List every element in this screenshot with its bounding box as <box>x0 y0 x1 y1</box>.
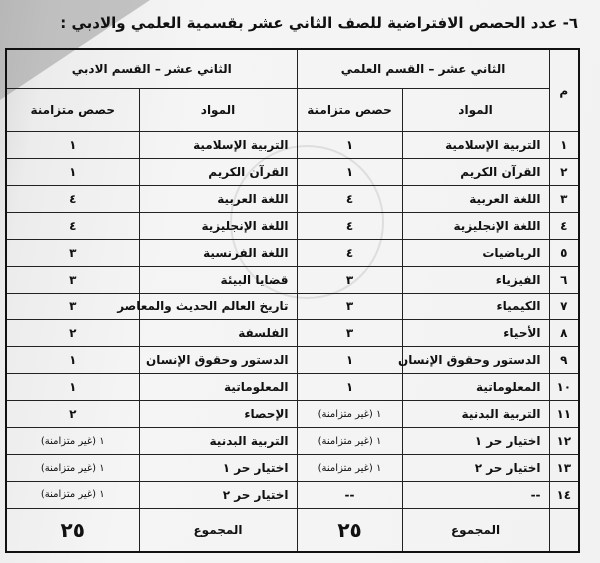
header-science-section: الثاني عشر – القسم العلمي <box>297 49 549 89</box>
science-periods: ٤ <box>297 239 402 266</box>
table-row <box>6 320 579 347</box>
literary-periods: ١ <box>6 374 139 401</box>
literary-periods: ١ (غير متزامنة) <box>6 481 139 508</box>
table-row <box>6 132 579 159</box>
row-number: ١٢ <box>549 428 579 455</box>
row-number: ٢ <box>549 158 579 185</box>
science-subject: اللغة الإنجليزية <box>402 212 549 239</box>
literary-subject: التربية الإسلامية <box>139 132 297 159</box>
science-subject: الأحياء <box>402 320 549 347</box>
literary-subject: اللغة الإنجليزية <box>139 212 297 239</box>
science-subject: اللغة العربية <box>402 185 549 212</box>
science-periods: ١ <box>297 374 402 401</box>
science-periods: ١ (غير متزامنة) <box>297 428 402 455</box>
literary-periods: ٢ <box>6 401 139 428</box>
row-number: ٥ <box>549 239 579 266</box>
literary-subject: اللغة العربية <box>139 185 297 212</box>
literary-subject: التربية البدنية <box>139 428 297 455</box>
periods-table <box>5 48 580 553</box>
row-number: ٩ <box>549 347 579 374</box>
table-row <box>6 212 579 239</box>
science-subject: المعلوماتية <box>402 374 549 401</box>
table-row <box>6 266 579 293</box>
table-row <box>6 455 579 482</box>
literary-periods: ٣ <box>6 266 139 293</box>
totals-literary-value: ٢٥ <box>6 509 139 553</box>
science-subject: اختيار حر ٢ <box>402 455 549 482</box>
literary-periods: ٤ <box>6 185 139 212</box>
science-subject: التربية الإسلامية <box>402 132 549 159</box>
section-heading: ٦- عدد الحصص الافتراضية للصف الثاني عشر بقسمية العلمي والادبي : <box>60 14 578 32</box>
science-subject: -- <box>402 481 549 508</box>
science-periods: ٣ <box>297 293 402 320</box>
totals-literary-label: المجموع <box>139 509 297 553</box>
row-number: ٨ <box>549 320 579 347</box>
literary-subject: الفلسفة <box>139 320 297 347</box>
header-literary-periods: حصص متزامنة <box>6 89 139 132</box>
row-number: ٧ <box>549 293 579 320</box>
literary-subject: المعلوماتية <box>139 374 297 401</box>
literary-subject: الإحصاء <box>139 401 297 428</box>
literary-subject: قضايا البيئة <box>139 266 297 293</box>
totals-row <box>6 509 579 553</box>
header-literary-subjects: المواد <box>139 89 297 132</box>
science-subject: اختيار حر ١ <box>402 428 549 455</box>
literary-periods: ٣ <box>6 293 139 320</box>
literary-periods: ٢ <box>6 320 139 347</box>
table-row <box>6 374 579 401</box>
science-subject: الرياضيات <box>402 239 549 266</box>
table-row <box>6 239 579 266</box>
science-subject: التربية البدنية <box>402 401 549 428</box>
science-periods: ٣ <box>297 320 402 347</box>
literary-subject: تاريخ العالم الحديث والمعاصر <box>139 293 297 320</box>
row-number: ٦ <box>549 266 579 293</box>
row-number: ١٣ <box>549 455 579 482</box>
row-number: ١ <box>549 132 579 159</box>
row-number: ٤ <box>549 212 579 239</box>
science-periods: ١ <box>297 132 402 159</box>
totals-science-value: ٢٥ <box>297 509 402 553</box>
literary-periods: ١ (غير متزامنة) <box>6 455 139 482</box>
literary-periods: ٤ <box>6 212 139 239</box>
totals-num-cell <box>549 509 579 553</box>
literary-periods: ١ <box>6 158 139 185</box>
literary-periods: ١ <box>6 132 139 159</box>
header-num: م <box>549 49 579 132</box>
table-row <box>6 158 579 185</box>
literary-subject: اختيار حر ١ <box>139 455 297 482</box>
literary-subject: القرآن الكريم <box>139 158 297 185</box>
literary-subject: اللغة الفرنسية <box>139 239 297 266</box>
row-number: ١٠ <box>549 374 579 401</box>
table-body <box>6 132 579 509</box>
literary-periods: ١ (غير متزامنة) <box>6 428 139 455</box>
literary-subject: الدستور وحقوق الإنسان <box>139 347 297 374</box>
science-subject: الكيمياء <box>402 293 549 320</box>
science-periods: -- <box>297 481 402 508</box>
literary-periods: ١ <box>6 347 139 374</box>
literary-periods: ٣ <box>6 239 139 266</box>
totals-science-label: المجموع <box>402 509 549 553</box>
science-periods: ١ <box>297 347 402 374</box>
science-subject: الفيزياء <box>402 266 549 293</box>
table-row <box>6 481 579 508</box>
science-periods: ١ <box>297 158 402 185</box>
header-science-periods: حصص متزامنة <box>297 89 402 132</box>
header-literary-section: الثاني عشر – القسم الادبي <box>6 49 297 89</box>
science-periods: ٣ <box>297 266 402 293</box>
literary-subject: اختيار حر ٢ <box>139 481 297 508</box>
row-number: ١٤ <box>549 481 579 508</box>
row-number: ٣ <box>549 185 579 212</box>
table-row <box>6 293 579 320</box>
science-periods: ١ (غير متزامنة) <box>297 401 402 428</box>
table-row <box>6 401 579 428</box>
science-periods: ٤ <box>297 185 402 212</box>
science-periods: ٤ <box>297 212 402 239</box>
science-subject: الدستور وحقوق الإنسان <box>402 347 549 374</box>
science-subject: القرآن الكريم <box>402 158 549 185</box>
table-row <box>6 185 579 212</box>
header-science-subjects: المواد <box>402 89 549 132</box>
science-periods: ١ (غير متزامنة) <box>297 455 402 482</box>
table-row <box>6 347 579 374</box>
table-row <box>6 428 579 455</box>
row-number: ١١ <box>549 401 579 428</box>
